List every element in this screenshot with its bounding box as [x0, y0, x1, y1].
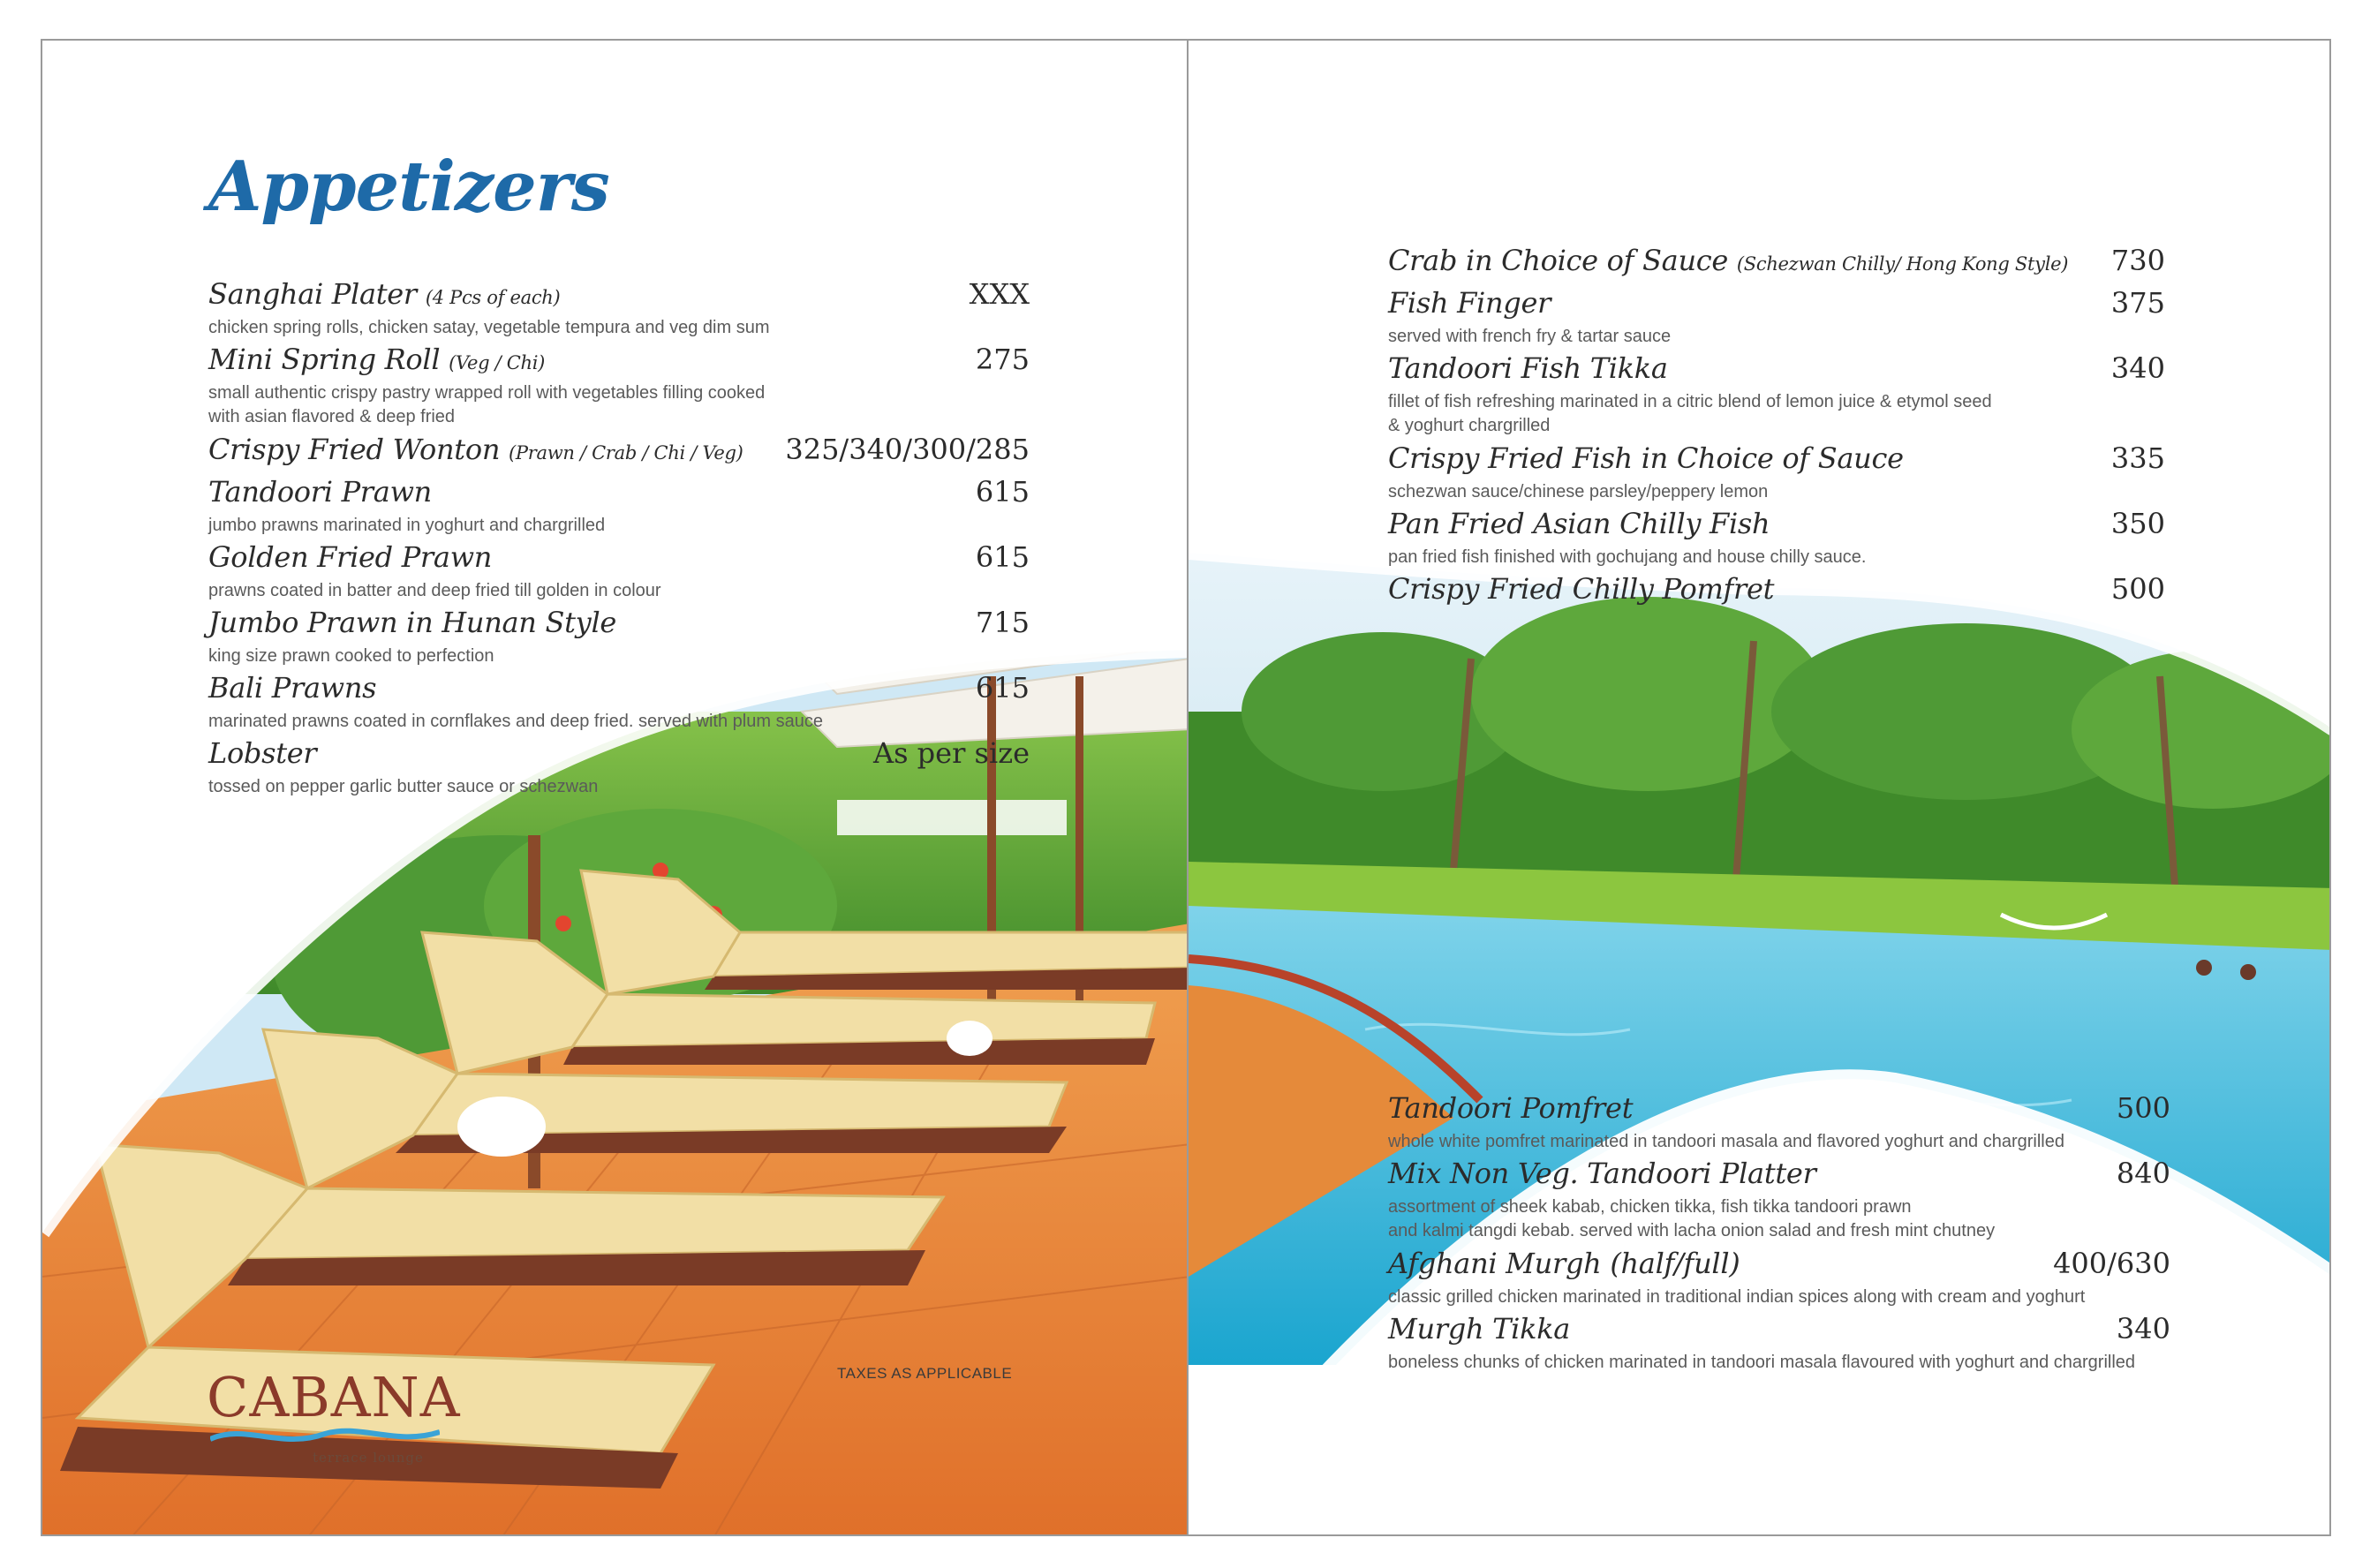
logo-wave-icon [210, 1423, 440, 1450]
item-price: 615 [975, 475, 1030, 509]
item-name [208, 736, 316, 770]
item-price: 325/340/300/285 [785, 433, 1030, 466]
item-name-text: Crab in Choice of Sauce [1388, 244, 1729, 277]
seafood-list [1388, 208, 2165, 614]
item-name-text: Crispy Fried Chilly Pomfret [1388, 572, 1775, 606]
item-note: (Schezwan Chilly/ Hong Kong Style) [1736, 253, 2069, 275]
item-price: 340 [2110, 351, 2165, 385]
section-heading-appetizers: Appetizers [208, 147, 609, 227]
item-description: fillet of fish refreshing marinated in a citric blend of lemon juice & etymol seed [1388, 392, 1992, 411]
item-name [1388, 1247, 1740, 1280]
item-name-text: Pan Fried Asian Chilly Fish [1388, 507, 1770, 540]
item-name-text: Lobster [208, 736, 317, 770]
item-note: (4 Pcs of each) [425, 287, 561, 308]
item-name-text: Sanghai Plater [208, 277, 417, 311]
item-name-text: Mini Spring Roll [208, 343, 441, 376]
item-name [1388, 507, 1770, 540]
item-name [208, 343, 545, 376]
item-description: pan fried fish finished with gochujang and house chilly sauce. [1388, 547, 1867, 567]
item-name [1388, 1157, 1816, 1190]
item-description: jumbo prawns marinated in yoghurt and chargrilled [208, 516, 606, 535]
item-name [208, 671, 376, 705]
item-description: assortment of sheek kabab, chicken tikka, fish tikka tandoori prawn [1388, 1197, 1912, 1217]
item-name-text: Tandoori Fish Tikka [1388, 351, 1668, 385]
item-description: served with french fry & tartar sauce [1388, 327, 1672, 346]
item-name [1388, 351, 1668, 385]
item-name-text: Tandoori Pomfret [1388, 1091, 1634, 1125]
item-description: prawns coated in batter and deep fried till golden in colour [208, 581, 661, 600]
item-description: chicken spring rolls, chicken satay, vegetable tempura and veg dim sum [208, 318, 770, 337]
item-price: 615 [975, 540, 1030, 574]
item-name-text: Mix Non Veg. Tandoori Platter [1388, 1157, 1816, 1190]
item-price: XXX [969, 277, 1030, 311]
item-price: 275 [975, 343, 1030, 376]
item-name-text: Crispy Fried Wonton [208, 433, 501, 466]
item-description: classic grilled chicken marinated in traditional indian spices along with cream and yoghurt [1388, 1287, 2086, 1307]
item-name [1388, 286, 1551, 320]
item-price: 340 [2116, 1312, 2170, 1346]
logo-tagline: terrace lounge [313, 1450, 424, 1466]
item-description: marinated prawns coated in cornflakes and deep fried. served with plum sauce [208, 712, 823, 731]
item-name-text: Bali Prawns [208, 671, 377, 705]
item-name [208, 277, 560, 311]
item-price: 730 [2110, 244, 2165, 277]
item-description: tossed on pepper garlic butter sauce or schezwan [208, 777, 599, 796]
item-name [208, 606, 616, 639]
taxes-note: TAXES AS APPLICABLE [837, 1365, 1013, 1382]
item-description: boneless chunks of chicken marinated in tandoori masala flavoured with yoghurt and chargrilled [1388, 1353, 2136, 1372]
item-name-text: Fish Finger [1388, 286, 1551, 320]
item-name [208, 433, 743, 466]
item-price: 500 [2110, 572, 2165, 606]
item-price: 400/630 [2053, 1247, 2170, 1280]
menu-left-page [41, 39, 1189, 1536]
item-name-text: Crispy Fried Fish in Choice of Sauce [1388, 441, 1904, 475]
item-price: 615 [975, 671, 1030, 705]
item-description: and kalmi tangdi kebab. served with lacha onion salad and fresh mint chutney [1388, 1221, 1996, 1240]
item-price: 840 [2116, 1157, 2170, 1190]
tandoori-list [1388, 1091, 2170, 1409]
item-price: As per size [872, 736, 1030, 770]
appetizers-list [208, 277, 1030, 825]
item-name [1388, 1312, 1570, 1346]
item-name-text: Murgh Tikka [1388, 1312, 1571, 1346]
item-name-text: Golden Fried Prawn [208, 540, 493, 574]
item-price: 350 [2110, 507, 2165, 540]
item-description: with asian flavored & deep fried [208, 407, 456, 426]
item-price: 375 [2110, 286, 2165, 320]
item-description: small authentic crispy pastry wrapped roll with vegetables filling cooked [208, 383, 766, 403]
item-description: whole white pomfret marinated in tandoori masala and flavored yoghurt and chargrilled [1388, 1132, 2064, 1151]
item-name [1388, 572, 1774, 606]
menu-right-page [1187, 39, 2331, 1536]
item-price: 335 [2110, 441, 2165, 475]
item-name-text: Afghani Murgh (half/full) [1388, 1247, 1740, 1280]
item-description: schezwan sauce/chinese parsley/peppery lemon [1388, 482, 1769, 501]
item-name-text: Jumbo Prawn in Hunan Style [208, 606, 617, 639]
logo-wordmark: CABANA [207, 1365, 461, 1429]
item-name [1388, 1091, 1633, 1125]
item-name-text: Tandoori Prawn [208, 475, 432, 509]
item-name [208, 475, 432, 509]
item-description: king size prawn cooked to perfection [208, 646, 494, 666]
item-name [1388, 244, 2068, 277]
item-note: (Veg / Chi) [449, 352, 546, 373]
item-price: 715 [975, 606, 1030, 639]
item-name [1388, 441, 1904, 475]
item-price: 500 [2116, 1091, 2170, 1125]
item-name [208, 540, 492, 574]
item-description: & yoghurt chargrilled [1388, 416, 1551, 435]
item-note: (Prawn / Crab / Chi / Veg) [509, 442, 743, 464]
